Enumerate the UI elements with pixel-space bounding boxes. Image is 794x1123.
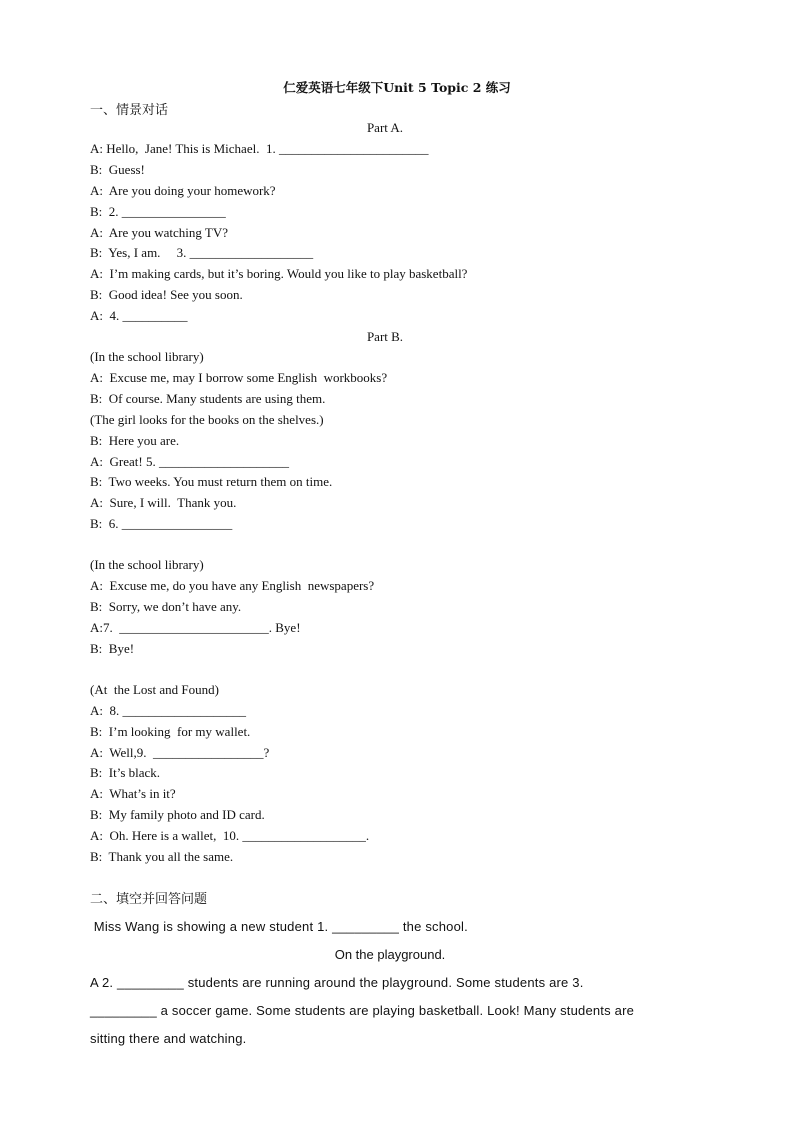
dialogue-line: A: Are you watching TV? xyxy=(90,225,229,240)
document-title: 仁爱英语七年级下Unit 5 Topic 2 练习 xyxy=(283,80,511,95)
passage-subheading: On the playground. xyxy=(334,947,446,962)
dialogue-line: B: Guess! xyxy=(90,162,145,177)
dialogue-line: A:7. _______________________. Bye! xyxy=(90,620,301,635)
dialogue-line: A: I’m making cards, but it’s boring. Would you like to play basketball? xyxy=(90,266,468,281)
dialogue-line: A: 4. __________ xyxy=(90,308,188,323)
dialogue-line: B: Sorry, we don’t have any. xyxy=(90,599,242,614)
dialogue-line: B: Bye! xyxy=(90,641,135,656)
dialogue-line: B: I’m looking for my wallet. xyxy=(90,724,251,739)
dialogue-line: A: Are you doing your homework? xyxy=(90,183,276,198)
dialogue-line: B: Thank you all the same. xyxy=(90,849,234,864)
passage-line: A 2. _________ students are running around the playground. Some students are 3. xyxy=(90,975,584,990)
dialogue-line: A: 8. ___________________ xyxy=(90,703,246,718)
dialogue-line: B: Yes, I am. 3. ___________________ xyxy=(90,245,314,260)
dialogue-line: B: Good idea! See you soon. xyxy=(90,287,243,302)
dialogue-line: A: Excuse me, do you have any English newspapers? xyxy=(90,578,375,593)
dialogue-line: (In the school library) xyxy=(90,349,204,364)
dialogue-line: B: Of course. Many students are using them. xyxy=(90,391,326,406)
part-a-label: Part A. xyxy=(366,120,404,135)
dialogue-line: B: Two weeks. You must return them on time. xyxy=(90,474,333,489)
dialogue-line: (In the school library) xyxy=(90,557,204,572)
section-heading-1: 一、情景对话 xyxy=(90,103,169,118)
section-heading-2: 二、填空并回答问题 xyxy=(90,892,208,907)
dialogue-line: B: Here you are. xyxy=(90,433,180,448)
dialogue-line: A: Well,9. _________________? xyxy=(90,745,270,760)
dialogue-line: A: Sure, I will. Thank you. xyxy=(90,495,237,510)
dialogue-line: A: Great! 5. ____________________ xyxy=(90,454,289,469)
passage-line: _________ a soccer game. Some students are playing basketball. Look! Many students are xyxy=(90,1003,635,1018)
dialogue-line: (At the Lost and Found) xyxy=(90,682,219,697)
dialogue-line: A: Hello, Jane! This is Michael. 1. _______________________ xyxy=(90,141,429,156)
dialogue-line: B: My family photo and ID card. xyxy=(90,807,265,822)
dialogue-line: B: 6. _________________ xyxy=(90,516,233,531)
dialogue-line: B: 2. ________________ xyxy=(90,204,226,219)
part-b-label: Part B. xyxy=(366,329,404,344)
dialogue-line: A: What’s in it? xyxy=(90,786,176,801)
dialogue-line: B: It’s black. xyxy=(90,765,161,780)
dialogue-line: A: Oh. Here is a wallet, 10. ___________________. xyxy=(90,828,370,843)
passage-line: Miss Wang is showing a new student 1. _________ the school. xyxy=(90,919,468,934)
dialogue-line: (The girl looks for the books on the shelves.) xyxy=(90,412,324,427)
dialogue-line: A: Excuse me, may I borrow some English workbooks? xyxy=(90,370,388,385)
passage-line: sitting there and watching. xyxy=(90,1031,247,1046)
